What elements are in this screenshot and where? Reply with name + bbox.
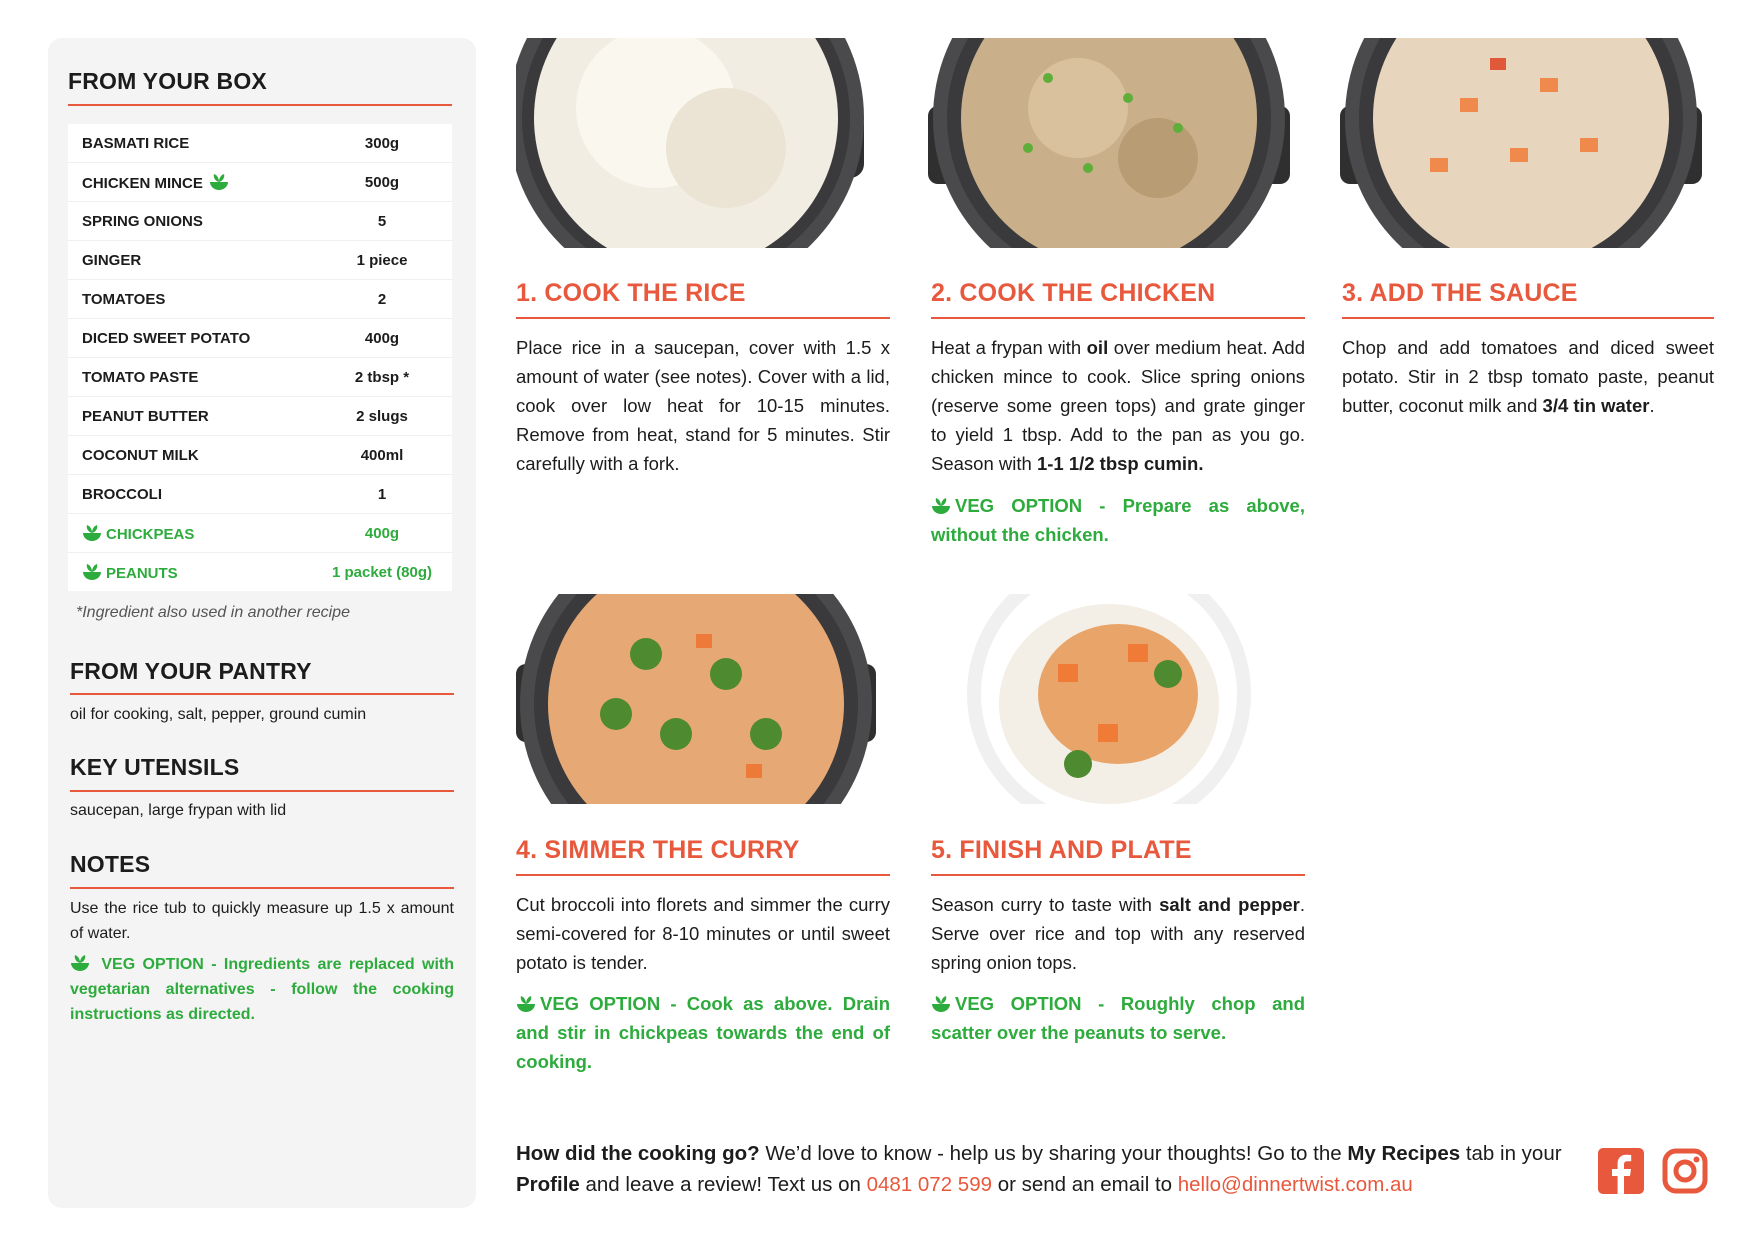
ingredient-name: PEANUTS [68,553,312,592]
divider [931,874,1305,876]
ingredient-name: SPRING ONIONS [68,202,312,241]
step-1-text: Place rice in a saucepan, cover with 1.5 x amount of water (see notes). Cover with a lid, cook over low heat for 10-15 minutes. Remove from heat, stand for 5 minutes. Stir carefully with a fork. [516,337,890,474]
ingredient-name: GINGER [68,241,312,280]
ingredient-name: CHICKEN MINCE [68,163,312,202]
email-link[interactable]: hello@dinnertwist.com.au [1177,1173,1413,1196]
leaf-icon [931,494,951,512]
notes-veg-option [70,952,454,1027]
step-3-text: Chop and add tomatoes and diced sweet potato. Stir in 2 tbsp tomato paste, peanut butter, coconut milk and 3/4 tin water. [1342,337,1714,416]
ingredient-row [68,553,452,592]
step-5-photo [928,594,1290,804]
ingredient-row [68,397,452,436]
leaf-icon [516,992,536,1010]
step-2-photo [928,38,1290,248]
box-title: FROM YOUR BOX [68,68,267,94]
leaf-icon [209,173,229,191]
phone-link[interactable]: 0481 072 599 [866,1173,992,1196]
step-4-text: Cut broccoli into florets and simmer the curry semi-covered for 8-10 minutes or until sweet potato is tender. [516,894,890,973]
leaf-icon [82,563,102,581]
ingredient-qty: 2 slugs [312,397,452,436]
step-3-title: 3. ADD THE SAUCE [1342,279,1578,307]
ingredient-row [68,475,452,514]
step-5-title: 5. FINISH AND PLATE [931,836,1192,864]
notes-text: Use the rice tub to quickly measure up 1.5 x amount of water. [70,900,454,942]
divider [70,693,454,695]
divider [1342,317,1714,319]
ingredient-row [68,358,452,397]
ingredient-qty: 1 packet (80g) [312,553,452,592]
divider [70,790,454,792]
divider [516,317,890,319]
step-2-text: Heat a frypan with oil over medium heat. Add chicken mince to cook. Slice spring onions (reserve some green tops) and grate ginger to yield 1 tbsp. Add to the pan as you go. Season with 1-1 1/2 tbsp cumin. [931,337,1305,474]
utensils-title: KEY UTENSILS [70,754,240,780]
ingredient-row [68,436,452,475]
ingredients-panel [48,38,476,1208]
ingredient-name: TOMATOES [68,280,312,319]
ingredient-qty: 400ml [312,436,452,475]
divider [931,317,1305,319]
leaf-icon [82,524,102,542]
ingredient-row [68,124,452,163]
footnote: *Ingredient also used in another recipe [76,604,350,621]
ingredient-qty: 400g [312,319,452,358]
ingredient-row [68,280,452,319]
divider [70,887,454,889]
leaf-icon [931,992,951,1010]
step-2-title: 2. COOK THE CHICKEN [931,279,1216,307]
utensils-text: saucepan, large frypan with lid [70,802,287,819]
ingredient-row [68,163,452,202]
ingredient-qty: 2 tbsp * [312,358,452,397]
step-1-photo [516,38,876,248]
pantry-title: FROM YOUR PANTRY [70,658,312,684]
ingredient-qty: 5 [312,202,452,241]
ingredient-row [68,514,452,553]
ingredient-row [68,202,452,241]
divider [516,874,890,876]
step-4-veg-option: VEG OPTION - Cook as above. Drain and stir in chickpeas towards the end of cooking. [516,993,890,1072]
ingredient-qty: 1 piece [312,241,452,280]
notes-veg-text: VEG OPTION - Ingredients are replaced with vegetarian alternatives - follow the cooking instructions as directed. [70,956,454,1023]
divider [68,104,452,106]
ingredient-row [68,319,452,358]
ingredient-name: BROCCOLI [68,475,312,514]
step-5-text: Season curry to taste with salt and pepper. Serve over rice and top with any reserved spring onion tops. [931,894,1305,973]
step-2-veg-option: VEG OPTION - Prepare as above, without the chicken. [931,495,1305,545]
ingredient-row [68,241,452,280]
step-4-title: 4. SIMMER THE CURRY [516,836,800,864]
step-4-photo [516,594,876,804]
ingredient-name: DICED SWEET POTATO [68,319,312,358]
ingredient-qty: 2 [312,280,452,319]
ingredient-name: COCONUT MILK [68,436,312,475]
pantry-text: oil for cooking, salt, pepper, ground cumin [70,706,367,723]
ingredient-name: CHICKPEAS [68,514,312,553]
leaf-icon [70,954,90,972]
notes-title: NOTES [70,851,151,877]
ingredient-qty: 1 [312,475,452,514]
instagram-icon[interactable] [1662,1148,1708,1194]
ingredient-qty: 500g [312,163,452,202]
ingredient-name: TOMATO PASTE [68,358,312,397]
step-1-title: 1. COOK THE RICE [516,279,746,307]
ingredients-table [68,124,452,591]
ingredient-name: PEANUT BUTTER [68,397,312,436]
feedback-text: How did the cooking go? We’d love to know - help us by sharing your thoughts! Go to the My Recipes tab in your Profile and leave a review! Text us on 0481 072 599 or send an email to hello@dinnertwist.com.au [516,1142,1562,1196]
ingredient-qty: 400g [312,514,452,553]
facebook-icon[interactable] [1598,1148,1644,1194]
ingredient-name: BASMATI RICE [82,134,190,152]
ingredient-qty: 300g [364,134,400,152]
step-5-veg-option: VEG OPTION - Roughly chop and scatter over the peanuts to serve. [931,993,1305,1043]
step-3-photo [1340,38,1702,248]
